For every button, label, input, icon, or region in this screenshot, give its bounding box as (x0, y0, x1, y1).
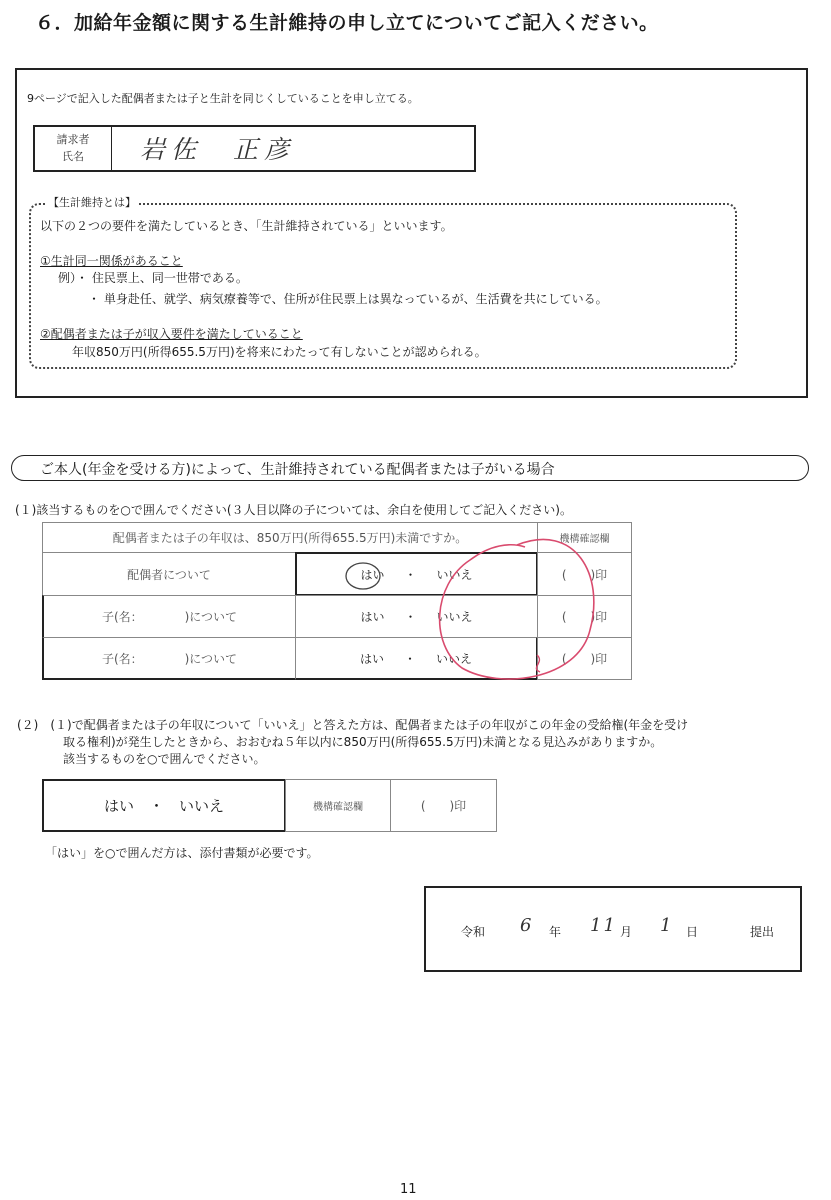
page-title: ６．加給年金額に関する生計維持の申し立てについてご記入ください。 (35, 12, 659, 34)
requirement-1-title: ①生計同一関係があること (40, 254, 183, 268)
row-child2-label: 子(名： )について (101, 651, 238, 666)
claimant-signature: 岩佐 正彦 (140, 135, 296, 164)
definition-text: 以下の２つの要件を満たしているとき、「生計維持されている」といいます。 (40, 219, 453, 233)
claimant-label-line1: 請求者 (56, 133, 90, 146)
row-child2-sep: ・ (403, 651, 416, 666)
date-year-value[interactable]: 6 (520, 915, 532, 936)
row-child1-confirm-text: ( )印 (561, 610, 608, 624)
definition-label: 【生計維持とは】 (48, 196, 136, 209)
date-era: 令和 (461, 925, 486, 939)
row-child2-yes[interactable]: はい (359, 651, 384, 666)
row-child1-sep: ・ (404, 610, 417, 624)
requirement-1-example-1: 例）・ 住民票上、同一世帯である。 (58, 271, 248, 285)
question-2-answer[interactable] (42, 779, 286, 832)
pink-annotation-loop (440, 539, 594, 679)
question-2-line1: (２) (１)で配偶者または子の年収について「いいえ」と答えた方は、配偶者または子の年収がこの年金の受給権(年金を受け (17, 718, 689, 732)
row-spouse-yes[interactable]: はい (360, 567, 385, 582)
requirement-1-example-2: ・ 単身赴任、就学、病気療養等で、住所が住民票上は異なっているが、生活費を共にしている。 (88, 292, 608, 306)
date-submit-label: 提出 (750, 925, 775, 939)
question-1: (１)該当するものを○で囲んでください(３人目以降の子については、余白を使用してご記入ください)。 (15, 503, 572, 517)
circle-yes-spouse (346, 563, 380, 589)
row-child2-confirm-text: ( )印 (561, 652, 608, 666)
date-day-unit: 日 (686, 925, 699, 939)
row-child1-yes[interactable]: はい (360, 610, 385, 624)
requirement-2-title: ②配偶者または子が収入要件を満たしていること (40, 327, 303, 341)
attachment-note: 「はい」を○で囲んだ方は、添付書類が必要です。 (45, 846, 319, 860)
question-2 (17, 717, 688, 768)
row-child2-no[interactable]: いいえ (436, 651, 473, 666)
table-header-text: 配偶者または子の年収は、850万円(所得655.5万円)未満ですか。 (112, 531, 468, 545)
row-spouse-label: 配偶者について (127, 567, 211, 582)
question-2-confirm-value-text: ( )印 (420, 799, 467, 813)
pink-annotation-tail (536, 655, 540, 672)
row-spouse-sep: ・ (404, 567, 417, 582)
date-year-unit: 年 (549, 925, 562, 939)
date-month-unit: 月 (620, 925, 633, 939)
row-child1-no[interactable]: いいえ (436, 610, 473, 624)
table-confirm-header-text: 機構確認欄 (559, 534, 610, 545)
row-child1-label: 子(名： )について (101, 610, 238, 624)
question-2-answer-text[interactable]: はい ・ いいえ (103, 797, 224, 815)
requirement-2-text: 年収850万円(所得655.5万円)を将来にわたって有しないことが認められる。 (72, 345, 487, 359)
date-day-value[interactable]: 1 (660, 915, 672, 936)
page-number: 11 (400, 1182, 417, 1197)
date-month-value[interactable]: 11 (590, 915, 617, 936)
question-2-confirm-value (390, 779, 497, 832)
question-2-line2: 取る権利)が発生したときから、おおむね５年以内に850万円(所得655.5万円)未満となる見込みがありますか。 (63, 735, 663, 749)
question-2-confirm-label-text: 機構確認欄 (313, 802, 363, 813)
section-b-heading: ご本人(年金を受ける方)によって、生計維持されている配偶者または子がいる場合 (40, 462, 555, 478)
row-spouse-confirm-text: ( )印 (561, 567, 608, 582)
claimant-label-line2: 氏名 (62, 150, 84, 163)
declaration-intro: 9ページで記入した配偶者または子と生計を同じくしていることを申し立てる。 (27, 92, 419, 105)
question-2-confirm-label (285, 779, 391, 832)
question-2-line3: 該当するものを○で囲んでください。 (63, 752, 266, 766)
row-spouse-no[interactable]: いいえ (436, 567, 473, 582)
